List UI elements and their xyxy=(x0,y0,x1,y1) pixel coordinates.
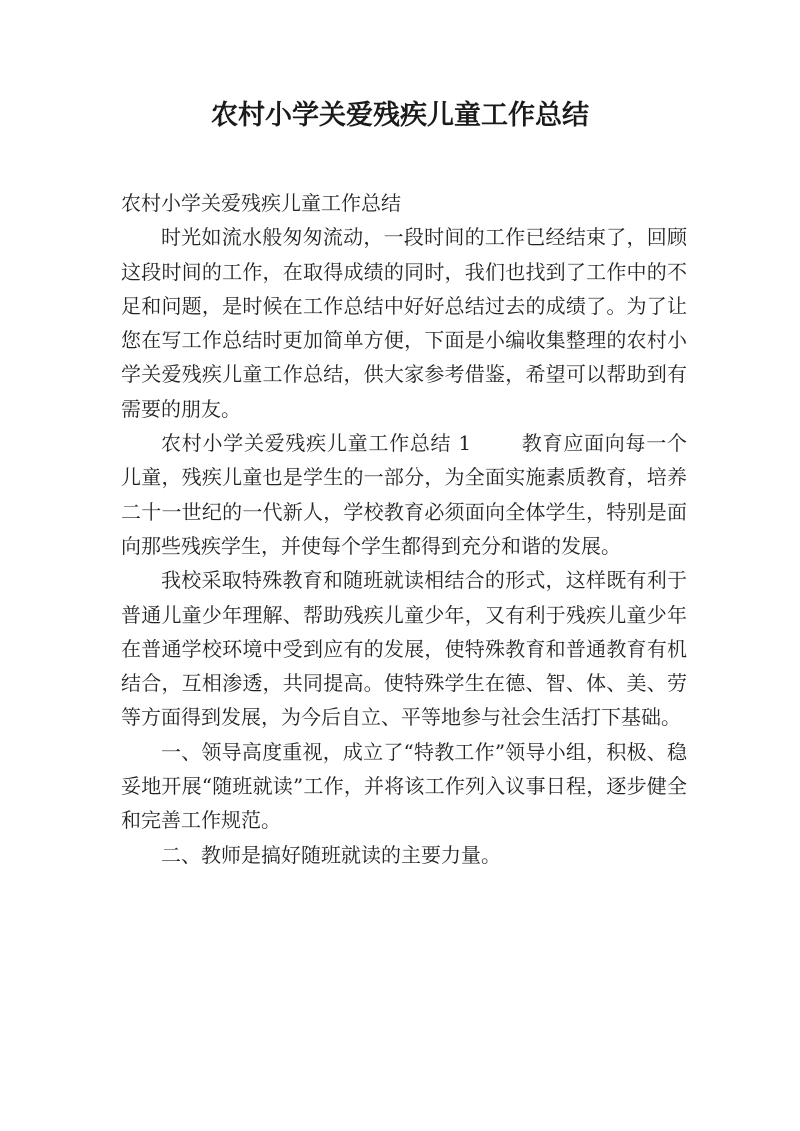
paragraph-teaching-format: 我校采取特殊教育和随班就读相结合的形式，这样既有利于普通儿童少年理解、帮助残疾儿童少年，又有利于残疾儿童少年在普通学校环境中受到应有的发展，使特殊教育和普通教育有机结合，互相渗透，共同提高。使特殊学生在德、智、体、美、劳等方面得到发展，为今后自立、平等地参与社会生活打下基础。 xyxy=(121,568,687,730)
document-body xyxy=(121,186,687,872)
section-1-paragraph xyxy=(121,426,687,563)
paragraph-leadership: 一、领导高度重视，成立了“特教工作”领导小组，积极、稳妥地开展“随班就读”工作，并将该工作列入议事日程，逐步健全和完善工作规范。 xyxy=(121,739,687,833)
document-subtitle: 农村小学关爱残疾儿童工作总结 xyxy=(121,191,401,215)
paragraph-teachers: 二、教师是搞好随班就读的主要力量。 xyxy=(161,842,501,867)
section-1-text: 教育应面向每一个儿童，残疾儿童也是学生的一部分，为全面实施素质教育，培养二十一世纪的一代新人，学校教育必须面向全体学生，特别是面向那些残疾学生，并使每个学生都得到充分和谐的发展。 xyxy=(121,431,687,558)
document-title: 农村小学关爱残疾儿童工作总结 xyxy=(211,100,589,131)
intro-paragraph: 时光如流水般匆匆流动，一段时间的工作已经结束了，回顾这段时间的工作，在取得成绩的同时，我们也找到了工作中的不足和问题，是时候在工作总结中好好总结过去的成绩了。为了让您在写工作总结时更加简单方便，下面是小编收集整理的农村小学关爱残疾儿童工作总结，供大家参考借鉴，希望可以帮助到有需要的朋友。 xyxy=(121,225,687,421)
section-1-heading: 农村小学关爱残疾儿童工作总结 1 xyxy=(161,431,472,456)
